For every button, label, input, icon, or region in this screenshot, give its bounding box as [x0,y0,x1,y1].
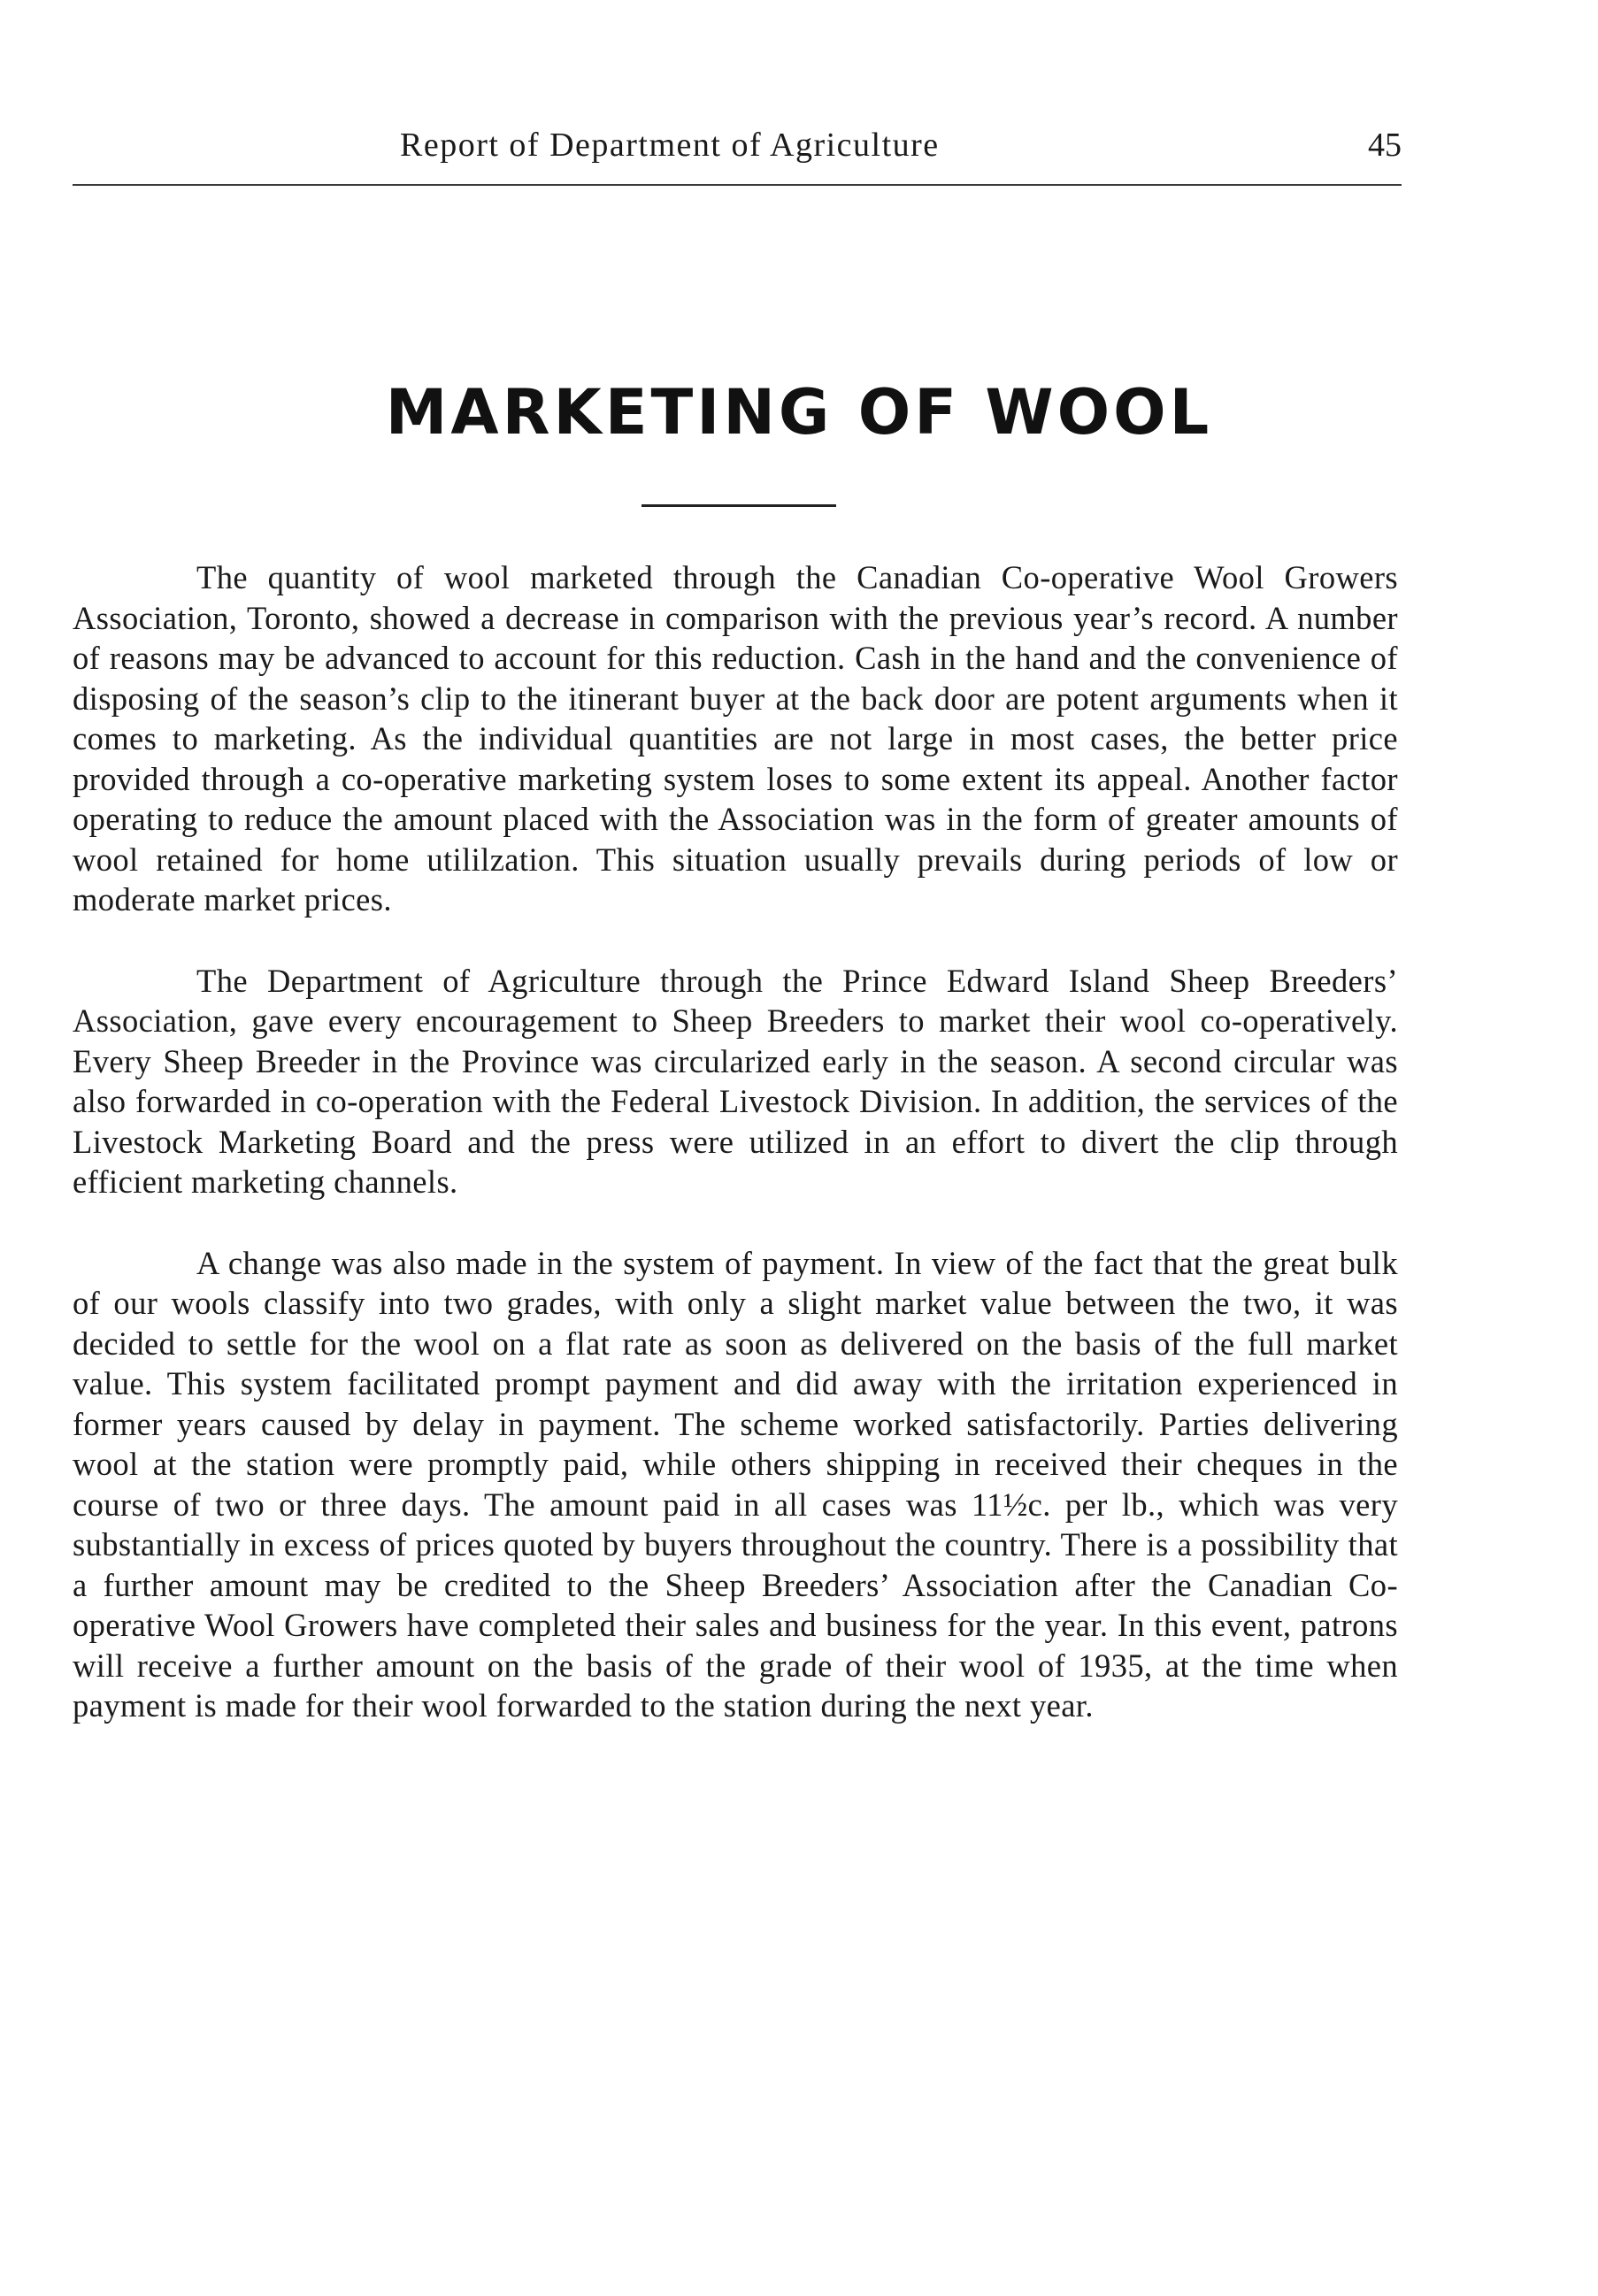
running-header [73,126,1402,179]
section-title: MARKETING OF WOOL [385,376,1213,449]
title-rule [642,504,836,507]
running-title: Report of Department of Agriculture [400,127,940,164]
header-rule [73,184,1402,186]
page-number: 45 [1368,127,1402,164]
paragraph-1: The quantity of wool marketed through the Canadian Co-operative Wool Growers Association, Toronto, showed a decrease in comparison with the previous year’s record. A number of reasons may be advanced to account for this reduction. Cash in the hand and the convenience of disposing of the season’s clip to the itinerant buyer at the back door are potent arguments when it comes to marketing. As the individual quantities are not large in most cases, the better price provided through a co-operative marketing system loses to some extent its appeal. Another factor operating to reduce the amount placed with the Association was in the form of greater amounts of wool retained for home utililzation. This situation usually prevails during periods of low or moderate market prices. [73,559,1398,918]
body-text [73,557,1398,1767]
paragraph-3: A change was also made in the system of payment. In view of the fact that the great bulk of our wools classify into two grades, with only a slight market value between the two, it was decided to settle for the wool on a flat rate as soon as delivered on the basis of the full market value. This system facilitated prompt payment and did away with the irritation experienced in former years caused by delay in payment. The scheme worked satisfactorily. Parties delivering wool at the station were promptly paid, while others shipping in received their cheques in the course of two or three days. The amount paid in all cases was 11½c. per lb., which was very substantially in excess of prices quoted by buyers throughout the country. There is a possibility that a further amount may be credited to the Sheep Breeders’ Association after the Canadian Co-operative Wool Growers have completed their sales and business for the year. In this event, patrons will receive a further amount on the basis of the grade of their wool of 1935, at the time when payment is made for their wool forwarded to the station during the next year. [73,1244,1398,1724]
paragraph-2: The Department of Agriculture through the Prince Edward Island Sheep Breeders’ Association, gave every encouragement to Sheep Breeders to market their wool co-operatively. Every Sheep Breeder in the Province was circularized early in the season. A second circular was also forwarded in co-operation with the Federal Livestock Division. In addition, the services of the Livestock Marketing Board and the press were utilized in an effort to divert the clip through efficient marketing channels. [73,962,1398,1200]
